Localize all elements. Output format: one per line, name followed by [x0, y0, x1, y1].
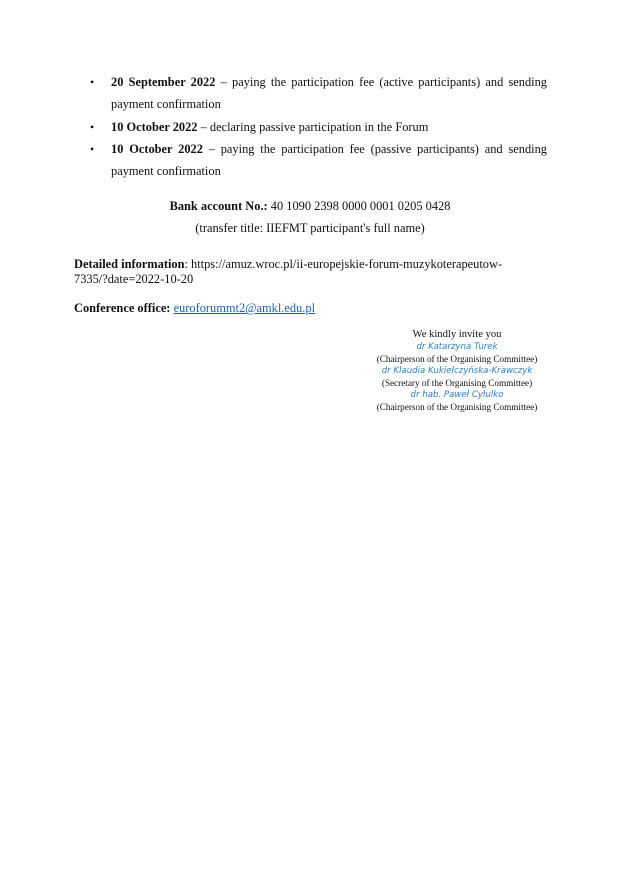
signatory-role: (Secretary of the Organising Committee): [381, 377, 533, 388]
bullet-icon: •: [90, 119, 95, 134]
deadline-text: – paying the participation fee (passive participants) and sending payment confirmation: [111, 141, 547, 179]
bullet-icon: •: [90, 75, 95, 89]
conference-office: [74, 301, 315, 316]
bullet-icon: •: [90, 141, 95, 156]
bank-account-label: Bank account No.:: [169, 199, 268, 213]
deadline-date: 10 October 2022: [111, 119, 198, 134]
detailed-information-url: : https://amuz.wroc.pl/ii-europejskie-forum-muzykoterapeutow-7335/?date=2022-10-20: [74, 257, 503, 286]
conference-office-label: Conference office:: [74, 301, 171, 315]
signature-block: [352, 329, 562, 413]
deadline-date: 20 September 2022: [111, 75, 216, 89]
bank-account: [0, 199, 620, 214]
signatory-name: dr hab. Paweł Cyłulko: [410, 389, 504, 400]
detailed-information: [74, 257, 534, 286]
detailed-information-label: Detailed information: [74, 257, 185, 271]
deadline-item: [92, 138, 547, 183]
deadline-list: [92, 71, 547, 182]
signatory-name: dr Klaudia Kukiełczyńska-Krawczyk: [381, 365, 533, 376]
deadline-text: – declaring passive participation in the Forum: [197, 119, 429, 134]
conference-office-email-link[interactable]: euroforummt2@amkl.edu.pl: [173, 301, 316, 315]
invite-text: We kindly invite you: [412, 329, 502, 340]
signatory-role: (Chairperson of the Organising Committee): [376, 353, 538, 364]
transfer-title: (transfer title: IIEFMT participant's full name): [195, 221, 425, 235]
deadline-item: [92, 71, 547, 116]
deadline-item: [92, 116, 547, 138]
bank-account-number: 40 1090 2398 0000 0001 0205 0428: [267, 199, 451, 213]
signatory-role: (Chairperson of the Organising Committee): [376, 401, 538, 412]
signatory-name: dr Katarzyna Turek: [416, 341, 498, 352]
deadline-text: – paying the participation fee (active participants) and sending payment confirmation: [111, 75, 548, 112]
deadline-date: 10 October 2022: [111, 141, 203, 156]
